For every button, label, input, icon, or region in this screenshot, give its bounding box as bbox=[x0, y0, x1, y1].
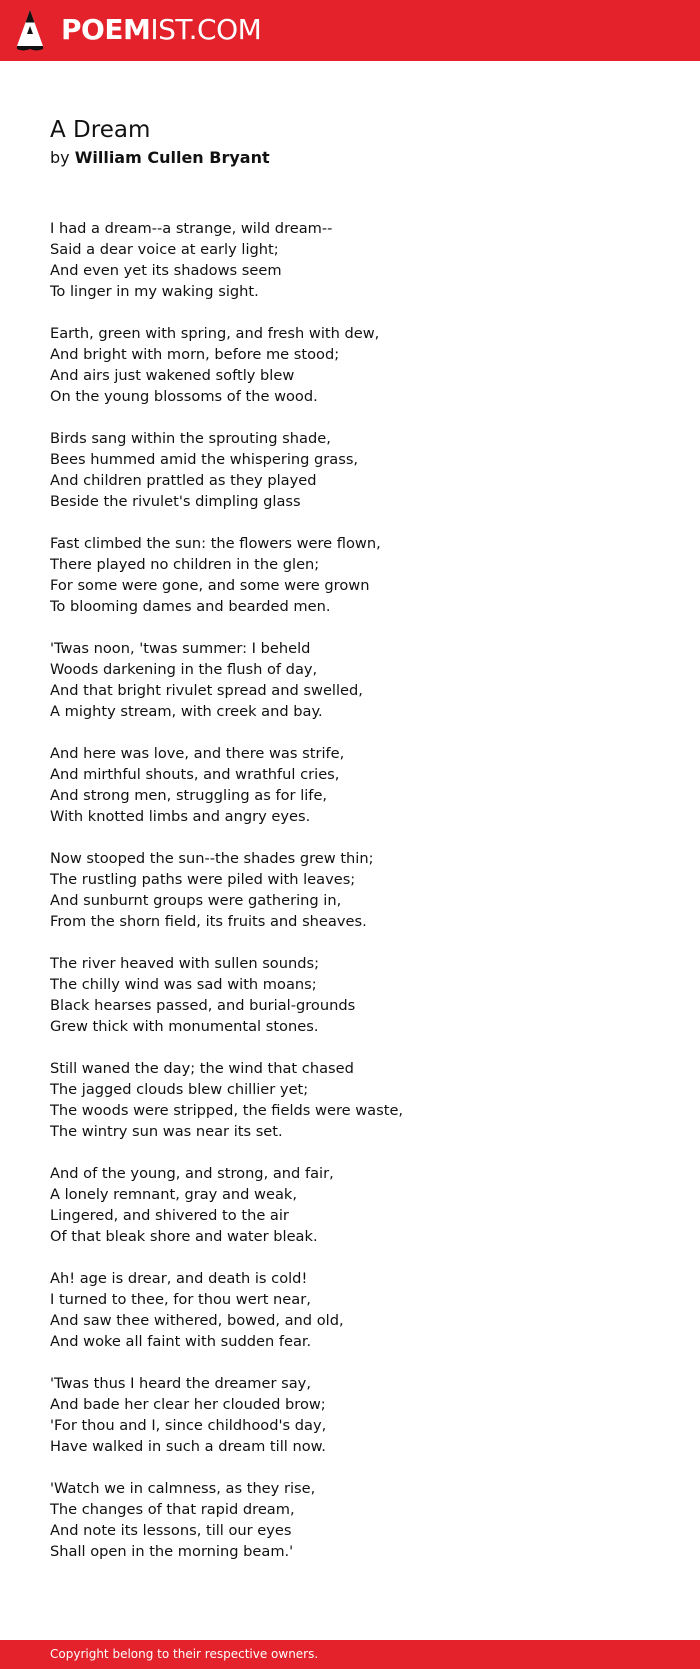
poem-line: 'For thou and I, since childhood's day, bbox=[50, 1417, 327, 1434]
poem-line: To blooming dames and bearded men. bbox=[50, 598, 331, 615]
poem-line: And bade her clear her clouded brow; bbox=[50, 1396, 326, 1413]
poem-stanza bbox=[50, 218, 650, 302]
poem-line: From the shorn field, its fruits and sheaves. bbox=[50, 913, 367, 930]
poem-line: The river heaved with sullen sounds; bbox=[50, 955, 320, 972]
poem-stanza bbox=[50, 1163, 650, 1247]
byline bbox=[50, 146, 270, 170]
site-logo[interactable] bbox=[61, 12, 261, 48]
poem-line: Birds sang within the sprouting shade, bbox=[50, 430, 331, 447]
poem-line: The woods were stripped, the fields were waste, bbox=[50, 1102, 404, 1119]
poem-line: And airs just wakened softly blew bbox=[50, 367, 295, 384]
poem-line: Fast climbed the sun: the flowers were flown, bbox=[50, 535, 381, 552]
poem-heading bbox=[50, 114, 270, 170]
logo-brand-bold: POEM bbox=[61, 13, 151, 46]
poem-line: Said a dear voice at early light; bbox=[50, 241, 279, 258]
poem-line: I had a dream--a strange, wild dream-- bbox=[50, 220, 333, 237]
poem-line: And that bright rivulet spread and swelled, bbox=[50, 682, 363, 699]
site-header bbox=[0, 0, 700, 61]
poem-line: 'Watch we in calmness, as they rise, bbox=[50, 1480, 316, 1497]
poem-line: The wintry sun was near its set. bbox=[50, 1123, 283, 1140]
poem-line: I turned to thee, for thou wert near, bbox=[50, 1291, 311, 1308]
poem-line: And strong men, struggling as for life, bbox=[50, 787, 328, 804]
poem-stanza bbox=[50, 1373, 650, 1457]
poem-stanza bbox=[50, 638, 650, 722]
poem-line: 'Twas thus I heard the dreamer say, bbox=[50, 1375, 311, 1392]
poem-line: A lonely remnant, gray and weak, bbox=[50, 1186, 298, 1203]
pencil-icon[interactable] bbox=[17, 10, 43, 52]
poem-line: Shall open in the morning beam.' bbox=[50, 1543, 294, 1560]
poem-line: The jagged clouds blew chillier yet; bbox=[50, 1081, 309, 1098]
poem-line: On the young blossoms of the wood. bbox=[50, 388, 318, 405]
poem-line: To linger in my waking sight. bbox=[50, 283, 259, 300]
poem-stanza bbox=[50, 848, 650, 932]
poem-title: A Dream bbox=[50, 117, 151, 143]
poem-line: And bright with morn, before me stood; bbox=[50, 346, 340, 363]
poem-line: And mirthful shouts, and wrathful cries, bbox=[50, 766, 340, 783]
site-footer bbox=[0, 1640, 700, 1669]
poem-body bbox=[50, 218, 650, 1583]
poem-line: Have walked in such a dream till now. bbox=[50, 1438, 326, 1455]
poem-line: And children prattled as they played bbox=[50, 472, 317, 489]
poem-line: Of that bleak shore and water bleak. bbox=[50, 1228, 318, 1245]
poem-line: Earth, green with spring, and fresh with dew, bbox=[50, 325, 380, 342]
poem-line: With knotted limbs and angry eyes. bbox=[50, 808, 311, 825]
poem-line: Grew thick with monumental stones. bbox=[50, 1018, 319, 1035]
poem-line: Bees hummed amid the whispering grass, bbox=[50, 451, 359, 468]
poem-line: Lingered, and shivered to the air bbox=[50, 1207, 289, 1224]
poem-line: And of the young, and strong, and fair, bbox=[50, 1165, 334, 1182]
poem-line: Beside the rivulet's dimpling glass bbox=[50, 493, 301, 510]
poem-line: Now stooped the sun--the shades grew thin; bbox=[50, 850, 374, 867]
poem-line: And here was love, and there was strife, bbox=[50, 745, 345, 762]
poem-line: Still waned the day; the wind that chased bbox=[50, 1060, 354, 1077]
poem-stanza bbox=[50, 1478, 650, 1562]
poem-stanza bbox=[50, 1268, 650, 1352]
poem-stanza bbox=[50, 1058, 650, 1142]
poem-line: And woke all faint with sudden fear. bbox=[50, 1333, 312, 1350]
poem-author: William Cullen Bryant bbox=[74, 148, 270, 167]
poem-stanza bbox=[50, 953, 650, 1037]
poem-stanza bbox=[50, 428, 650, 512]
poem-line: The rustling paths were piled with leaves; bbox=[50, 871, 356, 888]
poem-line: For some were gone, and some were grown bbox=[50, 577, 370, 594]
poem-stanza bbox=[50, 323, 650, 407]
logo-brand-light: IST.COM bbox=[150, 13, 262, 46]
by-label: by bbox=[50, 148, 70, 167]
poem-line: A mighty stream, with creek and bay. bbox=[50, 703, 323, 720]
poem-line: And saw thee withered, bowed, and old, bbox=[50, 1312, 344, 1329]
poem-line: 'Twas noon, 'twas summer: I beheld bbox=[50, 640, 311, 657]
copyright-text: Copyright belong to their respective owners. bbox=[50, 1647, 319, 1661]
poem-line: Black hearses passed, and burial-grounds bbox=[50, 997, 356, 1014]
poem-line: Woods darkening in the flush of day, bbox=[50, 661, 318, 678]
poem-line: And sunburnt groups were gathering in, bbox=[50, 892, 342, 909]
poem-line: And note its lessons, till our eyes bbox=[50, 1522, 292, 1539]
poem-line: There played no children in the glen; bbox=[50, 556, 320, 573]
poem-stanza bbox=[50, 533, 650, 617]
poem-line: The chilly wind was sad with moans; bbox=[50, 976, 317, 993]
poem-line: And even yet its shadows seem bbox=[50, 262, 282, 279]
poem-stanza bbox=[50, 743, 650, 827]
poem-line: The changes of that rapid dream, bbox=[50, 1501, 295, 1518]
poem-line: Ah! age is drear, and death is cold! bbox=[50, 1270, 308, 1287]
